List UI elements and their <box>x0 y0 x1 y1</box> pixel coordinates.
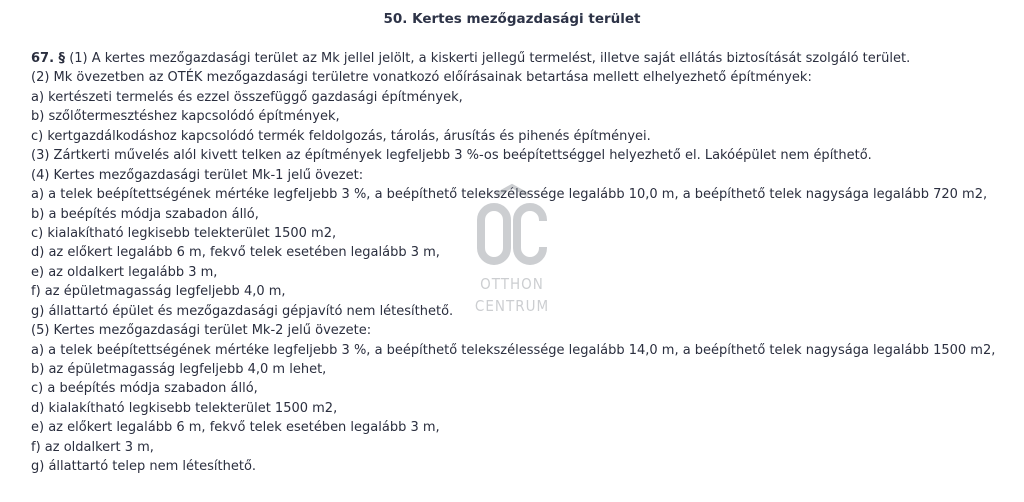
text-line: f) az oldalkert 3 m, <box>31 439 154 455</box>
text-line: c) kialakítható legkisebb telekterület 1500 m2, <box>31 225 337 241</box>
text-line: b) szőlőtermesztéshez kapcsolódó építmények, <box>31 109 340 125</box>
text-line: c) a beépítés módja szabadon álló, <box>31 381 258 397</box>
text-line: f) az épületmagasság legfeljebb 4,0 m, <box>31 284 286 300</box>
paragraph-number: 67. § <box>31 51 66 66</box>
text-line: (5) Kertes mezőgazdasági terület Mk-2 jelű övezete: <box>31 323 372 339</box>
text-line: c) kertgazdálkodáshoz kapcsolódó termék feldolgozás, tárolás, árusítás és pihenés építményei. <box>31 128 651 144</box>
text-line: a) a telek beépítettségének mértéke legfeljebb 3 %, a beépíthető telekszélessége legalább 14,0 m, a beépíthető telek nagysága legalább 1500 m2, <box>31 342 996 358</box>
watermark-line-1: OTTHON <box>480 275 544 293</box>
text-line: g) állattartó telep nem létesíthető. <box>31 459 257 475</box>
text-line: (3) Zártkerti művelés alól kivett telken az építmények legfeljebb 3 %-os beépítettséggel helyezhető el. Lakóépület nem építhető. <box>31 148 872 164</box>
text-line: e) az előkert legalább 6 m, fekvő telek esetében legalább 3 m, <box>31 420 440 436</box>
text-line: b) a beépítés módja szabadon álló, <box>31 206 259 222</box>
paragraph-first-line-text: (1) A kertes mezőgazdasági terület az Mk jellel jelölt, a kiskerti jellegű termelést, illetve saját ellátás biztosítását szolgáló terület. <box>65 51 911 66</box>
watermark-line-2: CENTRUM <box>474 297 550 315</box>
regulation-text <box>31 49 1021 477</box>
text-line: (4) Kertes mezőgazdasági terület Mk-1 jelű övezet: <box>31 167 364 183</box>
text-line: g) állattartó épület és mezőgazdasági gépjavító nem létesíthető. <box>31 303 454 319</box>
text-line: a) a telek beépítettségének mértéke legfeljebb 3 %, a beépíthető telekszélessége legalább 10,0 m, a beépíthető telek nagysága legalább 720 m2, <box>31 187 988 203</box>
text-line: d) kialakítható legkisebb telekterület 1500 m2, <box>31 400 338 416</box>
text-line: d) az előkert legalább 6 m, fekvő telek esetében legalább 3 m, <box>31 245 440 261</box>
text-line: b) az épületmagasság legfeljebb 4,0 m lehet, <box>31 362 327 377</box>
text-line: (2) Mk övezetben az OTÉK mezőgazdasági területre vonatkozó előírásainak betartása mellett elhelyezhető építmények: <box>31 70 812 86</box>
section-title: 50. Kertes mezőgazdasági terület <box>383 11 641 27</box>
text-line: e) az oldalkert legalább 3 m, <box>31 264 218 280</box>
text-line: a) kertészeti termelés és ezzel összefüggő gazdasági építmények, <box>31 89 463 105</box>
paragraph-first-line <box>31 49 1021 68</box>
